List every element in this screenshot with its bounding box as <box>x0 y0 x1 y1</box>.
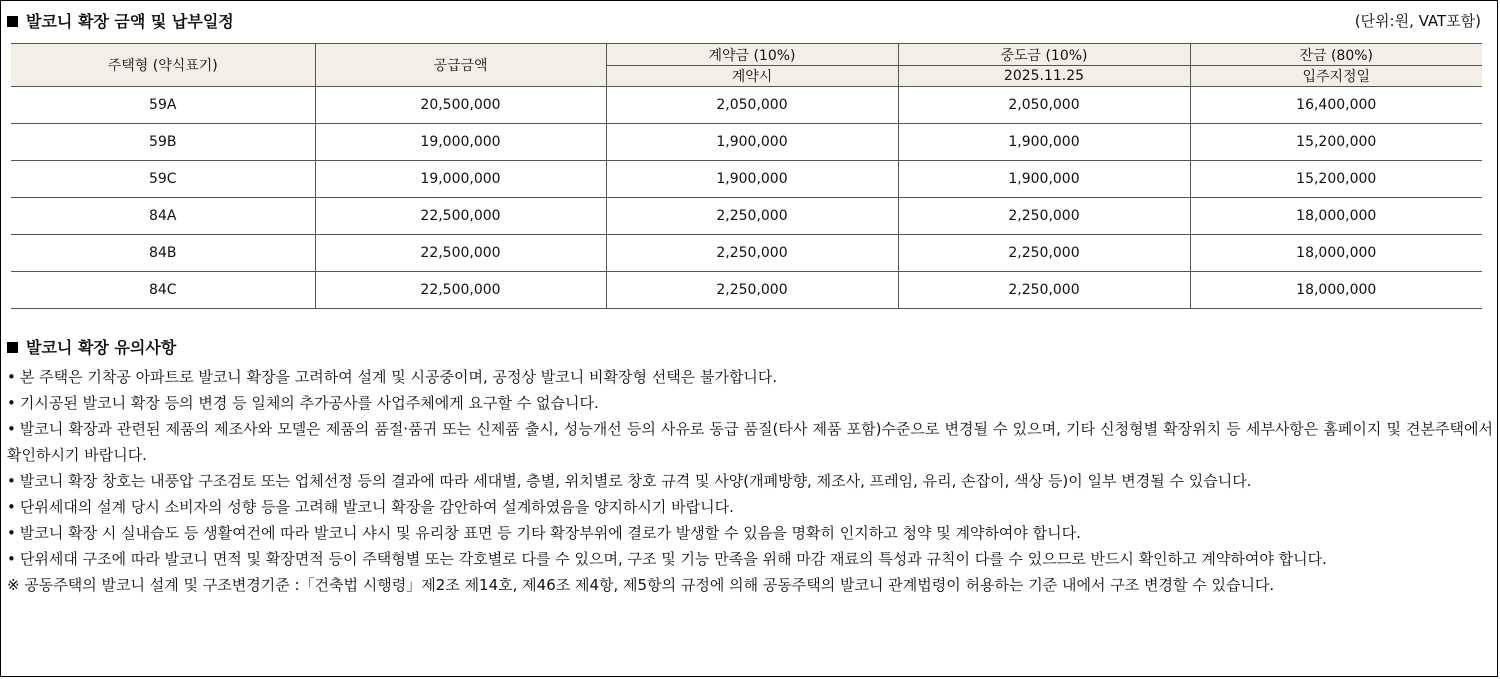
header-supply: 공급금액 <box>315 44 606 87</box>
cell-middle: 2,050,000 <box>898 87 1190 124</box>
cell-supply: 19,000,000 <box>315 124 606 161</box>
cell-balance: 15,200,000 <box>1190 161 1482 198</box>
table-row <box>11 198 1482 235</box>
cell-type: 59C <box>11 161 315 198</box>
cell-type: 84A <box>11 198 315 235</box>
table-row <box>11 235 1482 272</box>
table-row <box>11 272 1482 309</box>
note-item: • 기시공된 발코니 확장 등의 변경 등 일체의 추가공사를 사업주체에게 요구할 수 없습니다. <box>7 394 599 412</box>
square-bullet-icon <box>7 342 18 353</box>
table-row <box>11 124 1482 161</box>
bullet-icon: • <box>7 472 16 490</box>
bullet-icon: • <box>7 420 16 438</box>
unit-note: (단위:원, VAT포함) <box>1354 11 1481 30</box>
cell-balance: 15,200,000 <box>1190 124 1482 161</box>
header-middle: 중도금 (10%) <box>898 44 1190 66</box>
header-type: 주택형 (약식표기) <box>11 44 315 87</box>
header-deposit-sub: 계약시 <box>606 66 898 87</box>
table-row <box>11 87 1482 124</box>
bullet-icon: • <box>7 524 16 542</box>
cell-deposit: 1,900,000 <box>606 124 898 161</box>
cell-supply: 22,500,000 <box>315 272 606 309</box>
bullet-icon: • <box>7 368 16 386</box>
section2-title: 발코니 확장 유의사항 <box>7 335 1493 358</box>
footnote: ※ 공동주택의 발코니 설계 및 구조변경기준 :「건축법 시행령」제2조 제14호, 제46조 제4항, 제5항의 규정에 의해 공동주택의 발코니 관계법령이 허용하는 기준 내에서 구조 변경할 수 있습니다. <box>7 576 1275 594</box>
cell-deposit: 2,250,000 <box>606 198 898 235</box>
cell-deposit: 2,250,000 <box>606 272 898 309</box>
note-item: • 발코니 확장과 관련된 제품의 제조사와 모델은 제품의 품절·품귀 또는 신제품 출시, 성능개선 등의 사유로 동급 품질(타사 제품 포함)수준으로 변경될 수 있으며, 기타 신청형별 확장위치 등 세부사항은 홈페이지 및 견본주택에서 확인하시기 바랍니다. <box>7 420 1493 464</box>
price-schedule-table <box>11 43 1482 309</box>
cell-middle: 1,900,000 <box>898 161 1190 198</box>
header-balance: 잔금 (80%) <box>1190 44 1482 66</box>
note-item: • 발코니 확장 창호는 내풍압 구조검토 또는 업체선정 등의 결과에 따라 세대별, 층별, 위치별로 창호 규격 및 사양(개폐방향, 제조사, 프레임, 유리, 손잡이, 색상 등)이 일부 변경될 수 있습니다. <box>7 472 1252 490</box>
table-body <box>11 87 1482 309</box>
cell-type: 84C <box>11 272 315 309</box>
section1-header <box>7 7 1481 33</box>
cell-type: 59B <box>11 124 315 161</box>
table-row <box>11 161 1482 198</box>
note-item: • 본 주택은 기착공 아파트로 발코니 확장을 고려하여 설계 및 시공중이며, 공정상 발코니 비확장형 선택은 불가합니다. <box>7 368 778 386</box>
bullet-icon: • <box>7 394 16 412</box>
cell-deposit: 1,900,000 <box>606 161 898 198</box>
cell-balance: 18,000,000 <box>1190 198 1482 235</box>
cell-middle: 2,250,000 <box>898 198 1190 235</box>
cell-balance: 16,400,000 <box>1190 87 1482 124</box>
cell-middle: 2,250,000 <box>898 272 1190 309</box>
section1-title: 발코니 확장 금액 및 납부일정 <box>7 9 234 32</box>
cell-middle: 2,250,000 <box>898 235 1190 272</box>
balcony-notes <box>7 335 1493 598</box>
cell-balance: 18,000,000 <box>1190 235 1482 272</box>
header-balance-sub: 입주지정일 <box>1190 66 1482 87</box>
header-middle-sub: 2025.11.25 <box>898 66 1190 87</box>
cell-type: 59A <box>11 87 315 124</box>
cell-supply: 22,500,000 <box>315 198 606 235</box>
cell-supply: 20,500,000 <box>315 87 606 124</box>
cell-balance: 18,000,000 <box>1190 272 1482 309</box>
cell-supply: 19,000,000 <box>315 161 606 198</box>
note-item: • 발코니 확장 시 실내습도 등 생활여건에 따라 발코니 샤시 및 유리창 표면 등 기타 확장부위에 결로가 발생할 수 있음을 명확히 인지하고 청약 및 계약하여야 합니다. <box>7 524 1081 542</box>
cell-middle: 1,900,000 <box>898 124 1190 161</box>
cell-deposit: 2,250,000 <box>606 235 898 272</box>
cell-deposit: 2,050,000 <box>606 87 898 124</box>
square-bullet-icon <box>7 16 18 27</box>
cell-supply: 22,500,000 <box>315 235 606 272</box>
bullet-icon: • <box>7 550 16 568</box>
cell-type: 84B <box>11 235 315 272</box>
bullet-icon: • <box>7 498 16 516</box>
note-item: • 단위세대 구조에 따라 발코니 면적 및 확장면적 등이 주택형별 또는 각호별로 다를 수 있으며, 구조 및 기능 만족을 위해 마감 재료의 특성과 규칙이 다를 수 있으므로 반드시 확인하고 계약하여야 합니다. <box>7 550 1327 568</box>
header-deposit: 계약금 (10%) <box>606 44 898 66</box>
note-item: • 단위세대의 설계 당시 소비자의 성향 등을 고려해 발코니 확장을 감안하여 설계하였음을 양지하시기 바랍니다. <box>7 498 734 516</box>
